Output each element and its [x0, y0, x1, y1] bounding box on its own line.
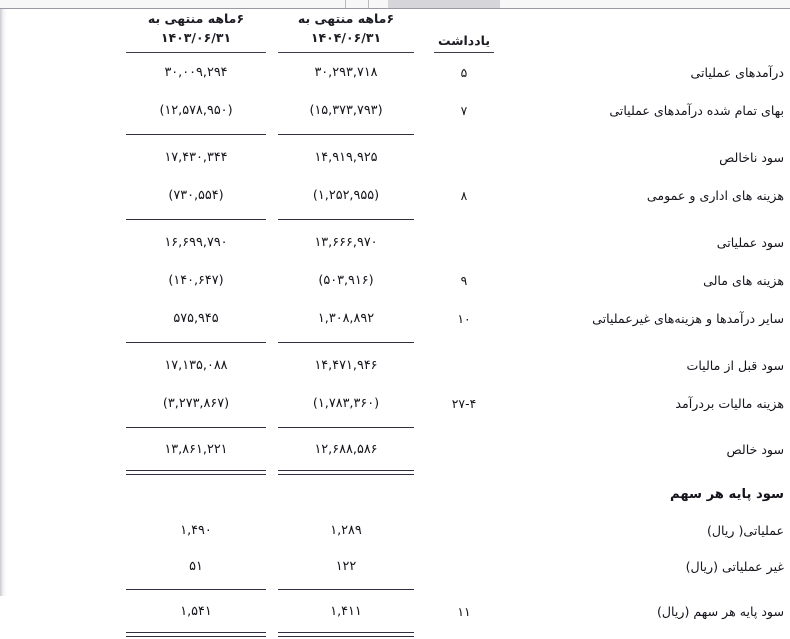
- eps-heading-row: [7, 477, 790, 513]
- row-label: درآمدهای عملیاتی: [690, 64, 784, 80]
- row-label: سایر درآمدها و هزینه‌های غیرعملیاتی: [592, 310, 784, 326]
- subtotal-rule: [7, 423, 790, 432]
- rule-current: [272, 338, 420, 347]
- header-column-prior: [120, 9, 272, 51]
- row-label: سود پایه هر سهم (ریال): [656, 603, 784, 619]
- row-value-current: ۱۲,۶۸۸,۵۸۶: [314, 442, 378, 458]
- subtotal-rule: [7, 130, 790, 139]
- row-note: ۲۷-۴: [451, 396, 477, 412]
- eps-heading: سود پایه هر سهم: [670, 486, 784, 502]
- table-row: [7, 262, 790, 300]
- row-value-prior: ۵۱: [189, 559, 203, 575]
- row-note: ۸: [460, 188, 468, 204]
- row-note: ۵: [460, 65, 468, 81]
- row-value-prior: (۱۲,۵۷۸,۹۵۰): [159, 103, 233, 119]
- row-value-prior: ۱,۵۴۱: [180, 604, 212, 620]
- row-note: [420, 139, 508, 177]
- rule-prior: [120, 585, 272, 594]
- header-pad-cell: [7, 9, 120, 51]
- table-row: [7, 432, 790, 468]
- table-header-row: [7, 9, 790, 51]
- viewer-chrome-strip: [0, 0, 790, 9]
- row-value-current: ۱۴,۹۱۹,۹۲۵: [314, 150, 378, 166]
- table-row: [7, 513, 790, 549]
- row-label: بهای تمام شده درآمدهای عملیاتی: [609, 102, 784, 118]
- row-label: هزینه های مالی: [703, 272, 784, 288]
- chrome-divider-2: [368, 0, 379, 8]
- rule-prior: [120, 630, 272, 639]
- page-gutter: [0, 9, 7, 596]
- header-current-date: ۱۴۰۴/۰۶/۳۱: [310, 30, 382, 46]
- row-value-prior: ۱۷,۱۳۵,۰۸۸: [164, 358, 228, 374]
- rule-current: [272, 468, 420, 477]
- row-value-current: ۳۰,۲۹۳,۷۱۸: [314, 65, 378, 81]
- header-note-label: یادداشت: [437, 32, 491, 48]
- row-value-prior: ۵۷۵,۹۴۵: [173, 311, 219, 327]
- row-note: [420, 432, 508, 468]
- rule-current: [272, 130, 420, 139]
- header-prior-period: ۶ماهه منتهی به: [147, 11, 245, 26]
- row-value-current: (۱,۷۸۳,۳۶۰): [312, 396, 380, 412]
- document-sheet: [7, 9, 790, 620]
- row-value-current: ۱۴,۴۷۱,۹۴۶: [314, 358, 378, 374]
- row-value-current: (۵۰۳,۹۱۶): [318, 273, 374, 289]
- row-value-current: (۱,۲۵۲,۹۵۵): [312, 188, 380, 204]
- chrome-field: [388, 0, 500, 8]
- header-column-current: [272, 9, 420, 51]
- rule-prior: [120, 468, 272, 477]
- row-note: ۱۰: [457, 311, 471, 327]
- chrome-divider-1: [345, 0, 356, 8]
- rule-prior: [120, 130, 272, 139]
- row-note: [420, 347, 508, 385]
- row-value-current: ۱,۲۸۹: [330, 523, 362, 539]
- table-row: [7, 549, 790, 585]
- rule-prior: [120, 423, 272, 432]
- row-value-prior: ۱۳,۸۶۱,۲۲۱: [164, 442, 228, 458]
- total-rule-double: [7, 468, 790, 477]
- table-row: [7, 385, 790, 423]
- rule-current: [272, 423, 420, 432]
- row-value-current: (۱۵,۳۷۳,۷۹۳): [309, 103, 383, 119]
- row-note: ۹: [460, 273, 468, 289]
- subtotal-rule: [7, 585, 790, 594]
- row-value-current: ۱۲۲: [335, 559, 357, 575]
- row-label: سود عملیاتی: [716, 234, 784, 250]
- row-value-prior: ۱۶,۶۹۹,۷۹۰: [164, 235, 228, 251]
- total-rule-double: [7, 630, 790, 639]
- row-label: هزینه های اداری و عمومی: [646, 187, 784, 203]
- row-label: عملیاتی( ریال): [706, 522, 784, 538]
- header-label-cell: [508, 9, 790, 51]
- row-note: ۱۱: [457, 604, 471, 620]
- table-row: [7, 224, 790, 262]
- table-row: [7, 347, 790, 385]
- row-label: هزینه مالیات بردرآمد: [675, 395, 784, 411]
- row-value-prior: (۷۳۰,۵۵۴): [168, 188, 224, 204]
- row-value-prior: (۱۴۰,۶۴۷): [168, 273, 224, 289]
- table-row: [7, 54, 790, 92]
- rule-prior: [120, 215, 272, 224]
- row-label: غیر عملیاتی (ریال): [685, 558, 784, 574]
- table-row: [7, 300, 790, 338]
- row-value-prior: (۳,۲۷۳,۸۶۷): [162, 396, 230, 412]
- row-value-current: ۱۳,۶۶۶,۹۷۰: [314, 235, 378, 251]
- income-statement-table: [7, 9, 790, 639]
- row-value-prior: ۱,۴۹۰: [180, 523, 212, 539]
- row-note: ۷: [460, 103, 468, 119]
- header-prior-date: ۱۴۰۳/۰۶/۳۱: [160, 30, 232, 46]
- rule-prior: [120, 338, 272, 347]
- subtotal-rule: [7, 338, 790, 347]
- table-row: [7, 92, 790, 130]
- row-label: سود خالص: [726, 441, 784, 457]
- row-value-current: ۱,۴۱۱: [330, 604, 362, 620]
- subtotal-rule: [7, 215, 790, 224]
- row-note: [420, 513, 508, 549]
- row-value-current: ۱,۳۰۸,۸۹۲: [317, 311, 375, 327]
- header-current-period: ۶ماهه منتهی به: [297, 11, 395, 26]
- table-row: [7, 139, 790, 177]
- table-row: [7, 594, 790, 630]
- row-note: [420, 549, 508, 585]
- rule-current: [272, 215, 420, 224]
- row-label: سود ناخالص: [719, 149, 784, 165]
- table-row: [7, 177, 790, 215]
- row-value-prior: ۳۰,۰۰۹,۲۹۴: [164, 65, 228, 81]
- rule-current: [272, 630, 420, 639]
- row-value-prior: ۱۷,۴۳۰,۳۴۴: [164, 150, 228, 166]
- row-label: سود قبل از مالیات: [686, 357, 784, 373]
- rule-current: [272, 585, 420, 594]
- row-note: [420, 224, 508, 262]
